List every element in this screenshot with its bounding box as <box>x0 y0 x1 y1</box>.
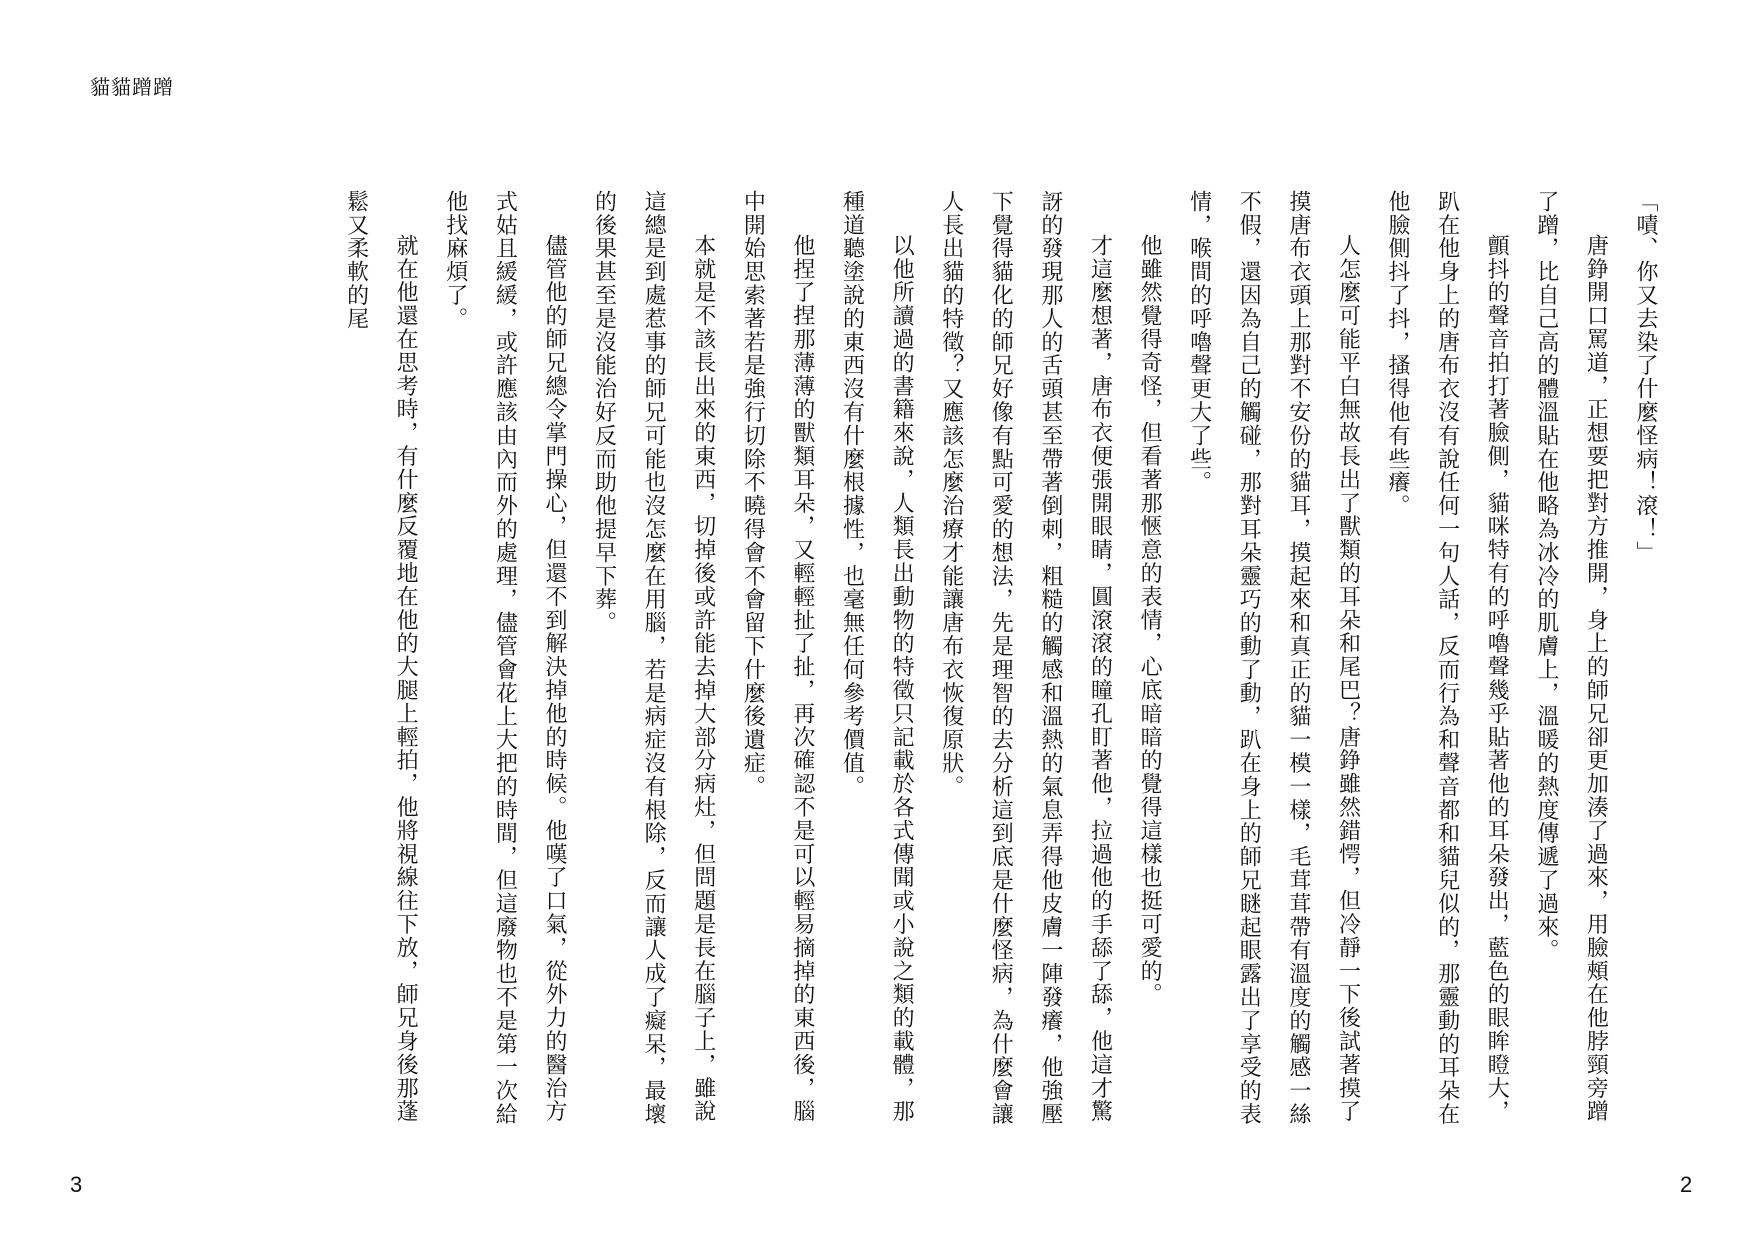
paragraph: 他捏了捏那薄薄的獸類耳朵，又輕輕扯了扯，再次確認不是可以輕易摘掉的東西後，腦中開始思索著若是強行切除不曉得會不會留下什麼後遺症。 <box>740 190 815 1124</box>
paragraph: 人怎麼可能平白無故長出了獸類的耳朵和尾巴？唐錚雖然錯愕，但冷靜一下後試著摸了摸唐布衣頭上那對不安份的貓耳，摸起來和真正的貓一模一樣，毛茸茸帶有溫度的觸感一絲不假，還因為自己的觸碰，那對耳朵靈巧的動了動，趴在身上的師兄瞇起眼露出了享受的表情，喉間的呼嚕聲更大了些。 <box>1186 190 1361 1126</box>
paragraph: 以他所讀過的書籍來說，人類長出動物的特徵只記載於各式傳聞或小說之類的載體，那種道聽塗說的東西沒有什麼根據性，也毫無任何參考價值。 <box>839 190 915 1124</box>
paragraph: 才這麼想著，唐布衣便張開眼睛，圓滾滾的瞳孔盯著他，拉過他的手舔了舔，他這才驚訝的發現那人的舌頭甚至帶著倒刺，粗糙的觸感和溫熱的氣息弄得他皮膚一陣發癢，他強壓下覺得貓化的師兄好像有點可愛的想法，先是理智的去分析這到底是什麼怪病，為什麼會讓人長出貓的特徵？又應該怎麼治療才能讓唐布衣恢復原狀。 <box>938 190 1113 1126</box>
paragraph: 他雖然覺得奇怪，但看著那愜意的表情，心底暗暗的覺得這樣也挺可愛的。 <box>1137 234 1163 1007</box>
page-number-right: 2 <box>1680 1172 1693 1197</box>
paragraph: 本就是不該長出來的東西，切掉後或許能去掉大部分病灶，但問題是長在腦子上，雖說這總是到處惹事的師兄可能也沒怎麼在用腦，若是病症沒有根除，反而讓人成了癡呆，最壞的後果甚至是沒能治好反而助他提早下葬。 <box>591 190 716 1126</box>
page-number-left: 3 <box>70 1172 83 1197</box>
paragraph: 儘管他的師兄總令掌門操心，但還不到解決掉他的時候。他嘆了口氣，從外力的醫治方式姑且緩緩，或許應該由內而外的處理，儘管會花上大把的時間，但這廢物也不是第一次給他找麻煩了。 <box>442 190 567 1126</box>
paragraph: 「嘖、你又去染了什麼怪病！滾！」 <box>1633 190 1658 565</box>
paragraph: 唐錚開口罵道，正想要把對方推開，身上的師兄卻更加湊了過來，用臉頰在他脖頸旁蹭了蹭，比自己高的體溫貼在他略為冰冷的肌膚上，溫暖的熱度傳遞了過來。 <box>1533 190 1609 1124</box>
running-header: 貓貓蹭蹭 <box>90 75 174 99</box>
vertical-body-text <box>110 190 1670 1130</box>
paragraph: 顫抖的聲音拍打著臉側，貓咪特有的呼嚕聲幾乎貼著他的耳朵發出，藍色的眼眸瞪大，趴在他身上的唐布衣沒有說任何一句人話，反而行為和聲音都和貓兒似的，那靈動的耳朵在他臉側抖了抖，搔得他有些癢。 <box>1385 190 1510 1126</box>
paragraph: 就在他還在思考時，有什麼反覆地在他的大腿上輕拍，他將視線往下放，師兄身後那蓬鬆又柔軟的尾 <box>343 190 419 1124</box>
